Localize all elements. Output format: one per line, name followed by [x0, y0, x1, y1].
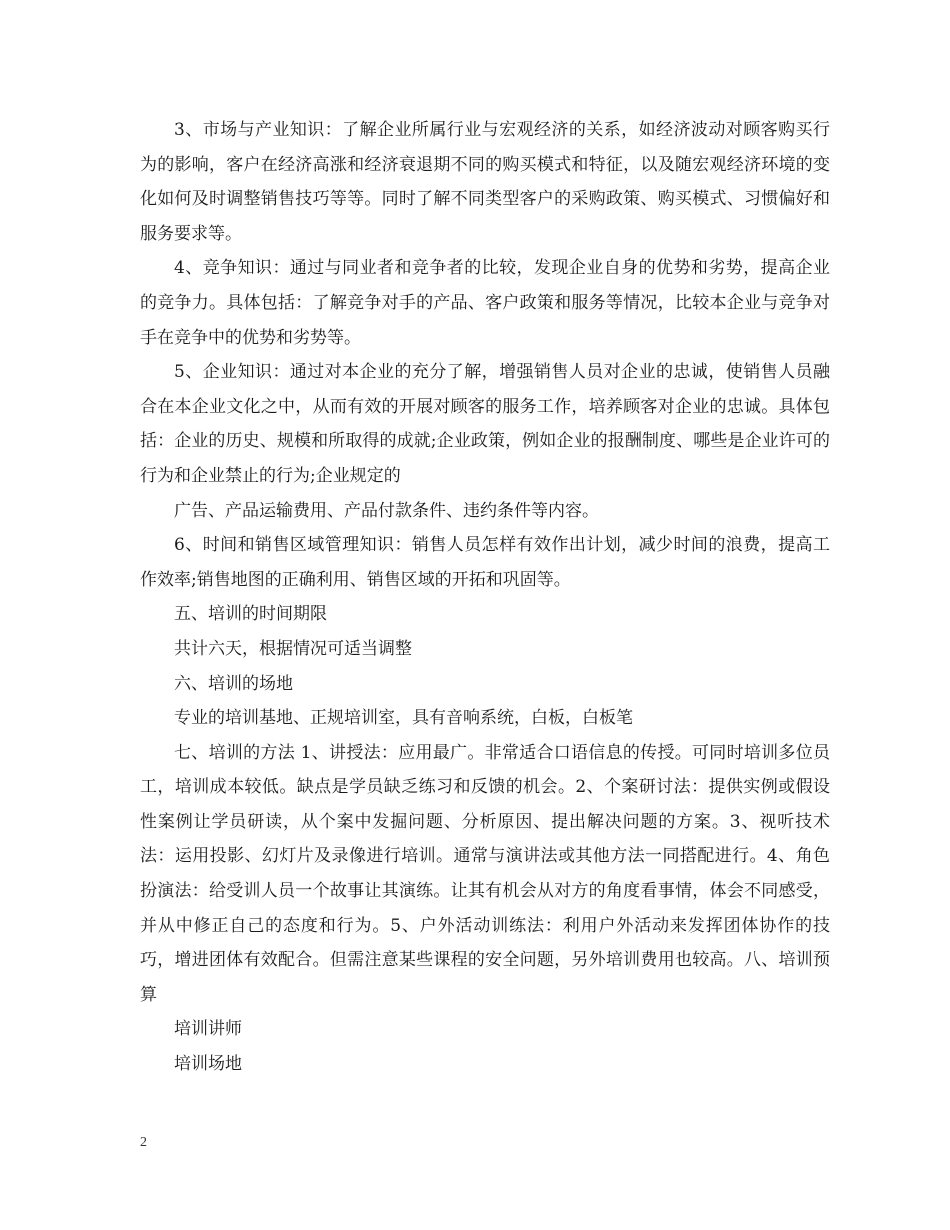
paragraph-market-knowledge: 3、市场与产业知识：了解企业所属行业与宏观经济的关系，如经济波动对顾客购买行为的影响，客户在经济高涨和经济衰退期不同的购买模式和特征，以及随宏观经济环境的变化如何及时调整销售技巧等等。同时了解不同类型客户的采购政策、购买模式、习惯偏好和服务要求等。: [140, 120, 830, 244]
paragraph-training-period: 共计六天，根据情况可适当调整: [174, 638, 412, 659]
heading-training-period: 五、培训的时间期限: [174, 604, 327, 625]
paragraph-training-methods: 七、培训的方法 1、讲授法：应用最广。非常适合口语信息的传授。可同时培训多位员工，培训成本较低。缺点是学员缺乏练习和反馈的机会。2、个案研讨法：提供实例或假设性案例让学员研读，从个案中发掘问题、分析原因、提出解决问题的方案。3、视听技术法：运用投影、幻灯片及录像进行培训。通常与演讲法或其他方法一同搭配进行。4、角色扮演法：给受训人员一个故事让其演练。让其有机会从对方的角度看事情，体会不同感受，并从中修正自己的态度和行为。5、户外活动训练法：利用户外活动来发挥团体协作的技巧，增进团体有效配合。但需注意某些课程的安全问题，另外培训费用也较高。八、培训预算: [140, 742, 830, 1005]
document-body: [140, 113, 830, 1082]
heading-training-venue: 六、培训的场地: [174, 673, 293, 694]
budget-item-venue: 培训场地: [174, 1054, 242, 1075]
paragraph-enterprise-rules: 广告、产品运输费用、产品付款条件、违约条件等内容。: [174, 500, 599, 521]
paragraph-time-territory: 6、时间和销售区域管理知识：销售人员怎样有效作出计划，减少时间的浪费，提高工作效率;销售地图的正确利用、销售区域的开拓和巩固等。: [140, 535, 830, 590]
page-number: 2: [140, 1135, 147, 1150]
paragraph-training-venue: 专业的培训基地、正规培训室，具有音响系统，白板，白板笔: [174, 708, 633, 729]
budget-item-trainer: 培训讲师: [174, 1019, 242, 1040]
paragraph-enterprise-knowledge: 5、企业知识：通过对本企业的充分了解，增强销售人员对企业的忠诚，使销售人员融合在本企业文化之中，从而有效的开展对顾客的服务工作，培养顾客对企业的忠诚。具体包括：企业的历史、规模和所取得的成就;企业政策，例如企业的报酬制度、哪些是企业许可的行为和企业禁止的行为;企业规定的: [140, 362, 830, 486]
paragraph-competition-knowledge: 4、竞争知识：通过与同业者和竞争者的比较，发现企业自身的优势和劣势，提高企业的竞争力。具体包括：了解竞争对手的产品、客户政策和服务等情况，比较本企业与竞争对手在竞争中的优势和劣势等。: [140, 258, 830, 348]
